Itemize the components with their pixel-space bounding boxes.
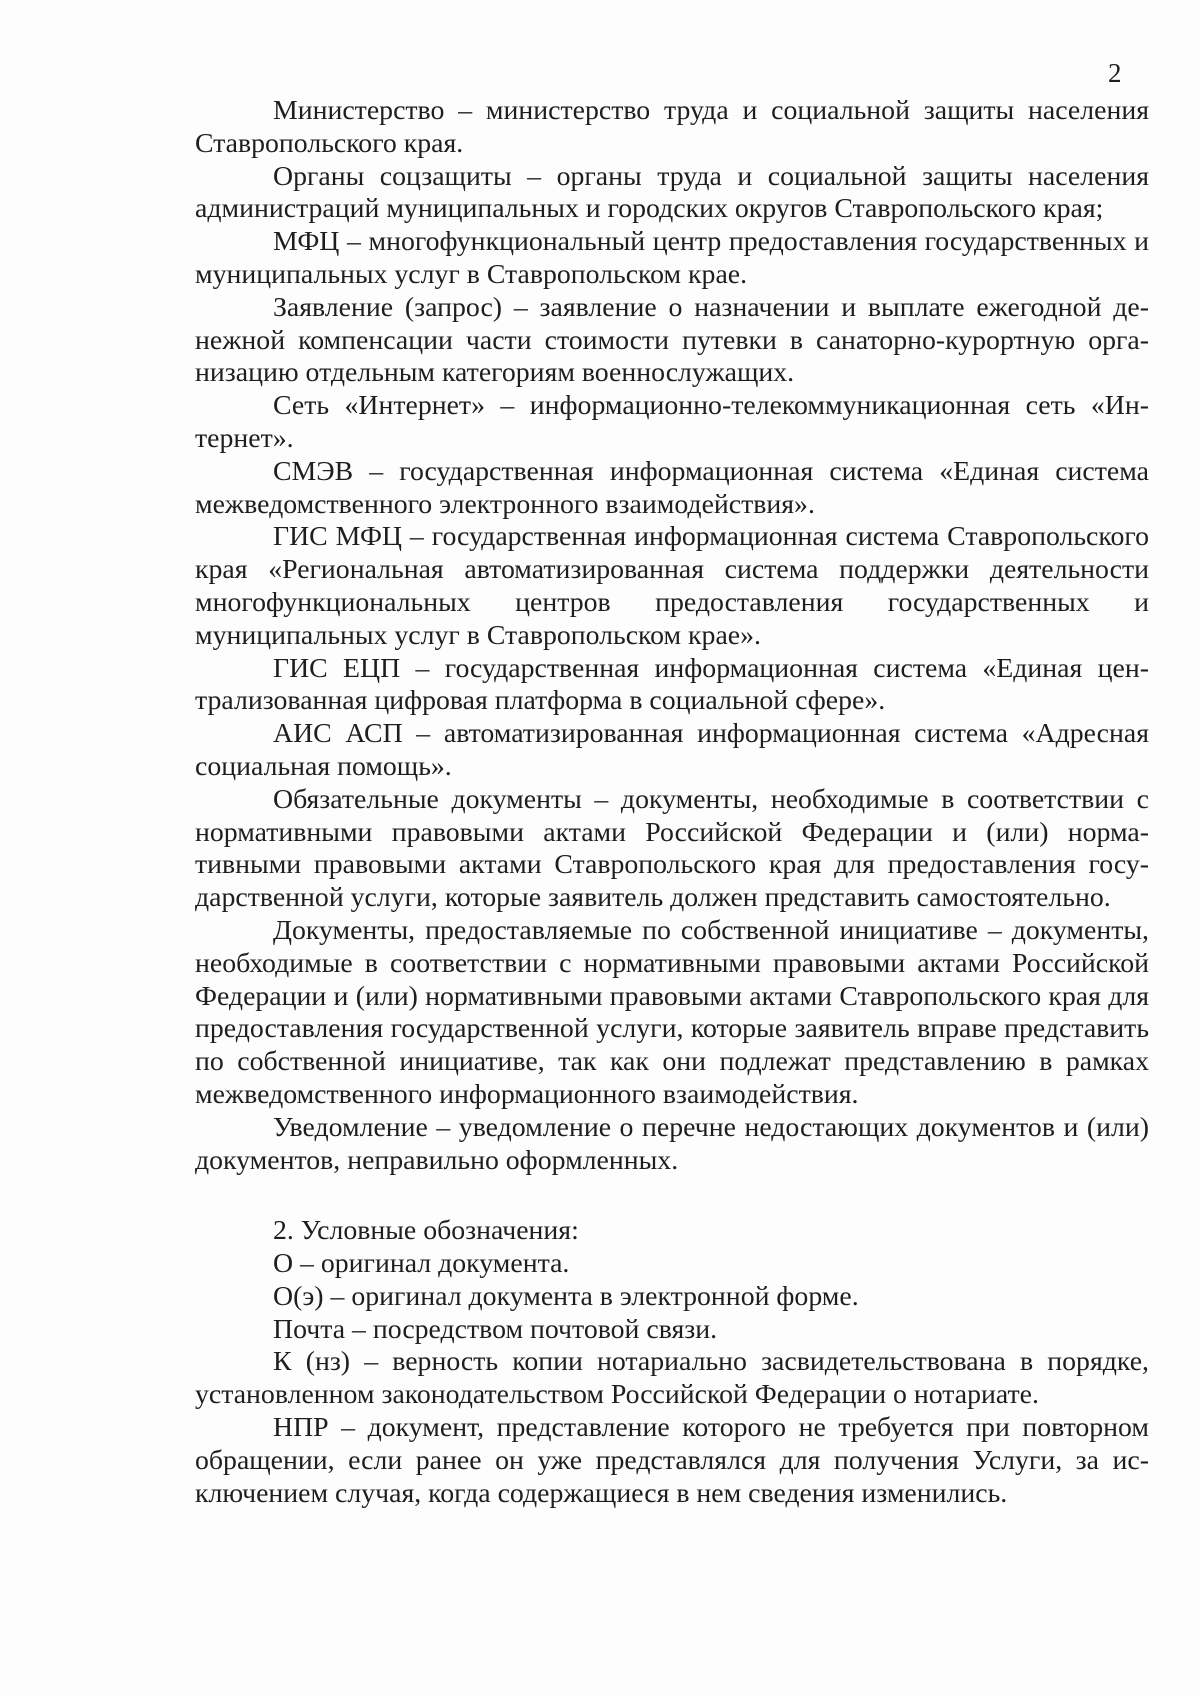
page-number: 2 [1108,58,1122,88]
legend-item-notarized-copy: К (нз) – верность копии нотариально засвидетельствована в порядке, установленном законодательством Российской Федерации о нотариате. [195,1346,1149,1411]
definition-social-protection-bodies: Органы соцзащиты – органы труда и социальной защиты населения администраций муниципальных и городских округов Ставропольского края; [195,160,1149,225]
definition-ministry: Министерство – министерство труда и социальной защиты населения Ставропольского края. [195,95,1149,159]
legend-item-electronic-original: О(э) – оригинал документа в электронной форме. [273,1280,859,1312]
definition-gis-mfc: ГИС МФЦ – государственная информационная система Ставропольского края «Региональная автоматизированная система поддержки деятельности многофункциональных центров предоставления государственных и муниципальных услуг в Ставропольском крае». [195,521,1149,651]
definition-internet: Сеть «Интернет» – информационно-телекоммуникационная сеть «Интернет». [195,390,1149,454]
definition-gis-ecp: ГИС ЕЦП – государственная информационная система «Единая централизованная цифровая платформа в социальной сфере». [195,652,1149,717]
legend-item-mail: Почта – посредством почтовой связи. [273,1313,718,1345]
definition-notification: Уведомление – уведомление о перечне недостающих документов и (или) документов, неправильно оформленных. [195,1111,1149,1176]
definition-smev: СМЭВ – государственная информационная система «Единая система межведомственного электронного взаимодействия». [195,455,1149,520]
definition-ais-asp: АИС АСП – автоматизированная информационная система «Адресная социальная помощь». [195,718,1149,782]
legend-item-npr: НПР – документ, представление которого не требуется при повторном обращении, если ранее он уже представлялся для получения Услуги, за исключением случая, когда содержащиеся в нем сведения изменились. [195,1412,1149,1509]
legend-item-original: О – оригинал документа. [273,1248,570,1280]
definition-mfc: МФЦ – многофункциональный центр предоставления государственных и муниципальных услуг в Ставропольском крае. [195,226,1149,290]
definition-application: Заявление (запрос) – заявление о назначении и выплате ежегодной денежной компенсации части стоимости путевки в санаторно-курортную организацию отдельным категориям военнослужащих. [195,291,1149,389]
definition-mandatory-documents: Обязательные документы – документы, необходимые в соответствии с нормативными правовыми актами Российской Федерации и (или) нормативными правовыми актами Ставропольского края для предоставления государственной услуги, которые заявитель должен представить самостоятельно. [195,783,1149,914]
legend-section [195,1215,1149,1510]
definition-optional-documents: Документы, предоставляемые по собственной инициативе – документы, необходимые в соответствии с нормативными правовыми актами Российской Федерации и (или) нормативными правовыми актами Ставропольского края для предоставления государственной услуги, которые заявитель вправе представить по собственной инициативе, так как они подлежат представлению в рамках межведомственного информационного взаимодействия. [195,914,1149,1110]
document-body [195,95,1149,1510]
legend-title: 2. Условные обозначения: [273,1215,579,1247]
